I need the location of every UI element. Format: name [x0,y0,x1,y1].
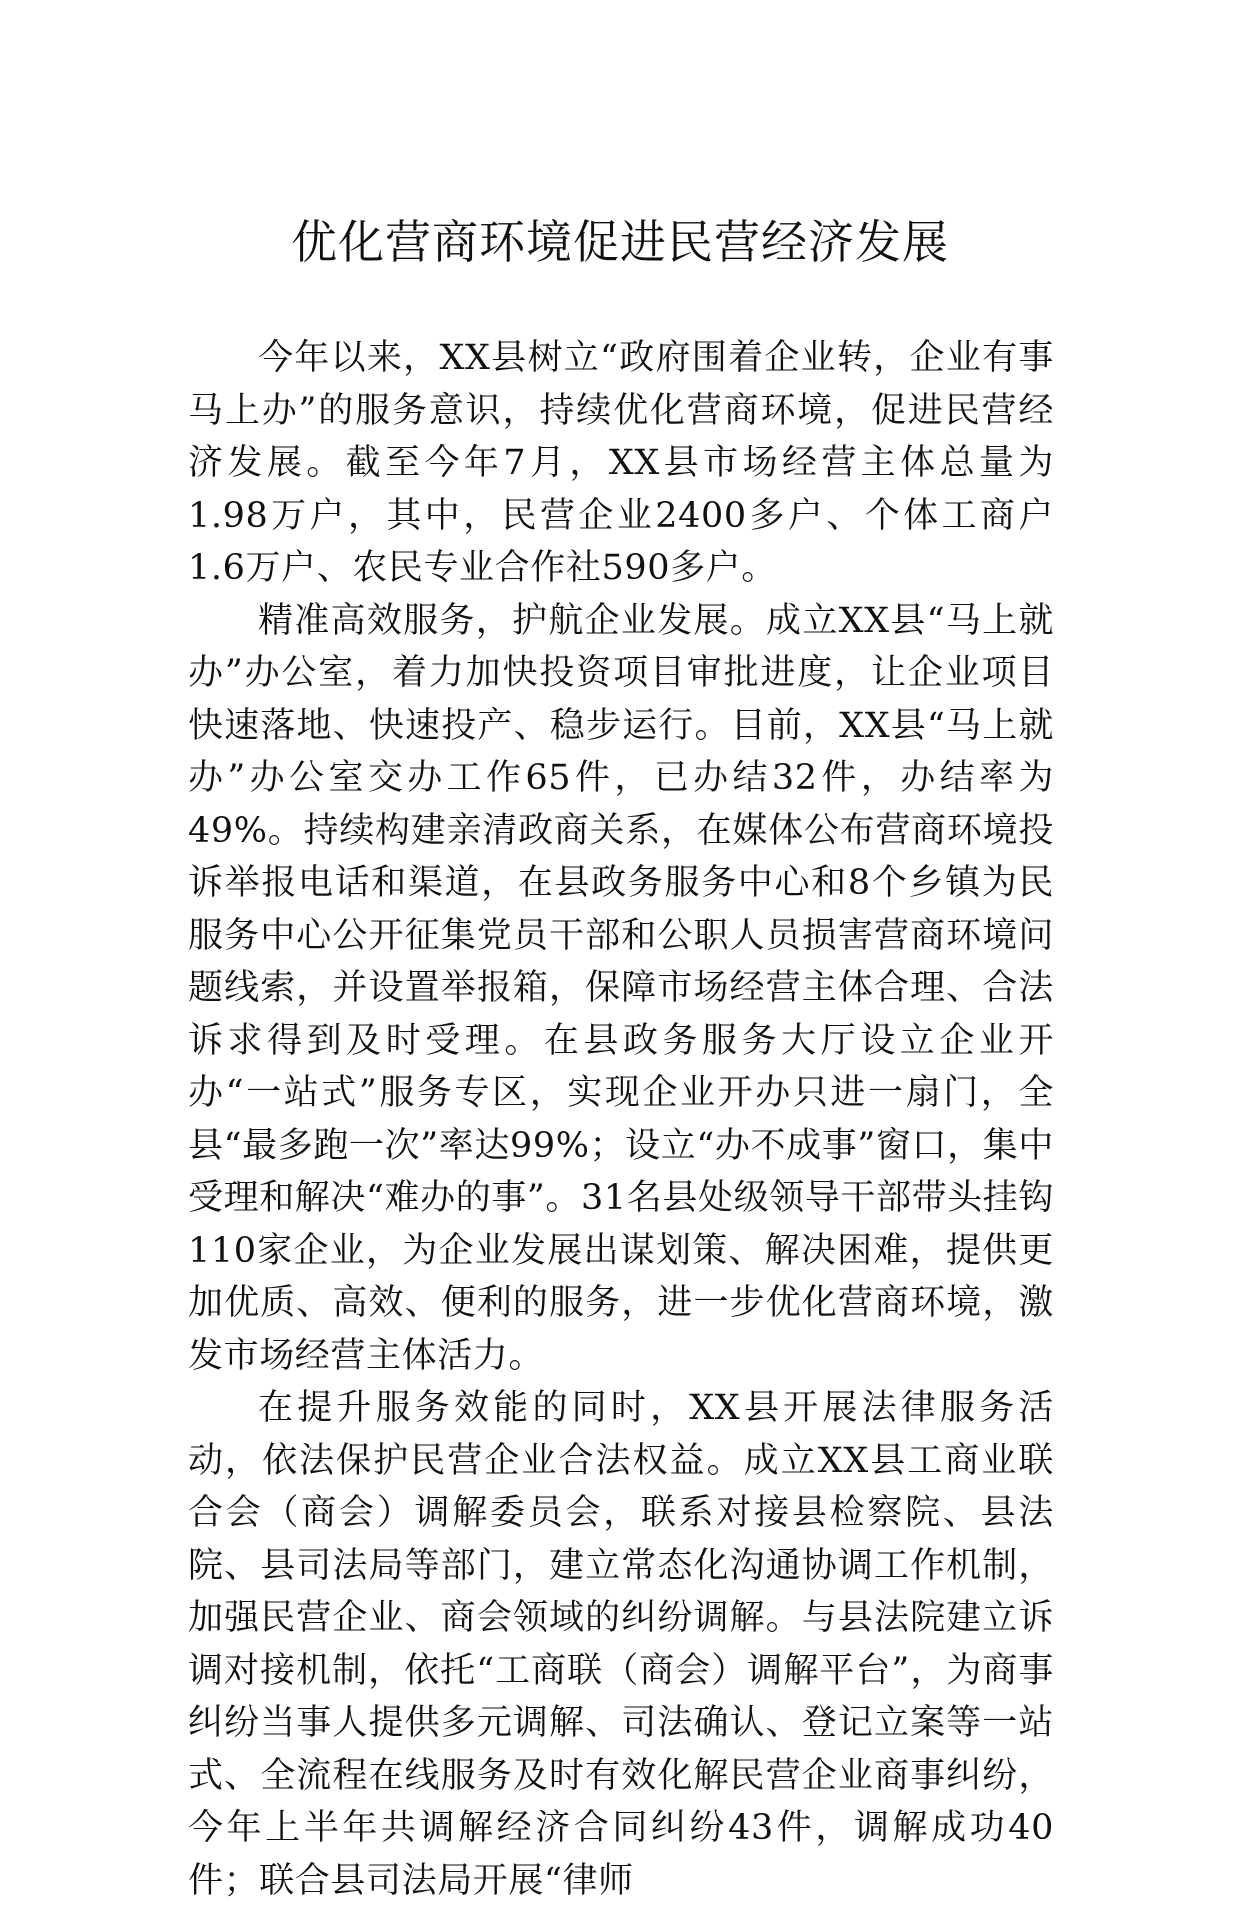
paragraph-intro: 今年以来，XX县树立“政府围着企业转，企业有事马上办”的服务意识，持续优化营商环境，促进民营经济发展。截至今年7月，XX县市场经营主体总量为1.98万户，其中，民营企业2400多户、个体工商户1.6万户、农民专业合作社590多户。 [188,338,1054,588]
document-body [188,332,1054,1907]
document-title: 优化营商环境促进民营经济发展 [291,215,949,269]
paragraph-service: 精准高效服务，护航企业发展。成立XX县“马上就办”办公室，着力加快投资项目审批进度，让企业项目快速落地、快速投产、稳步运行。目前，XX县“马上就办”办公室交办工作65件，已办结32件，办结率为49%。持续构建亲清政商关系，在媒体公布营商环境投诉举报电话和渠道，在县政务服务中心和8个乡镇为民服务中心公开征集党员干部和公职人员损害营商环境问题线索，并设置举报箱，保障市场经营主体合理、合法诉求得到及时受理。在县政务服务大厅设立企业开办“一站式”服务专区，实现企业开办只进一扇门，全县“最多跑一次”率达99%；设立“办不成事”窗口，集中受理和解决“难办的事”。31名县处级领导干部带头挂钩110家企业，为企业发展出谋划策、解决困难，提供更加优质、高效、便利的服务，进一步优化营商环境，激发市场经营主体活力。 [188,600,1054,1376]
paragraph-legal: 在提升服务效能的同时，XX县开展法律服务活动，依法保护民营企业合法权益。成立XX县工商业联合会（商会）调解委员会，联系对接县检察院、县法院、县司法局等部门，建立常态化沟通协调工作机制，加强民营企业、商会领域的纠纷调解。与县法院建立诉调对接机制，依托“工商联（商会）调解平台”，为商事纠纷当事人提供多元调解、司法确认、登记立案等一站式、全流程在线服务及时有效化解民营企业商事纠纷，今年上半年共调解经济合同纠纷43件，调解成功40件；联合县司法局开展“律师 [188,1388,1054,1901]
